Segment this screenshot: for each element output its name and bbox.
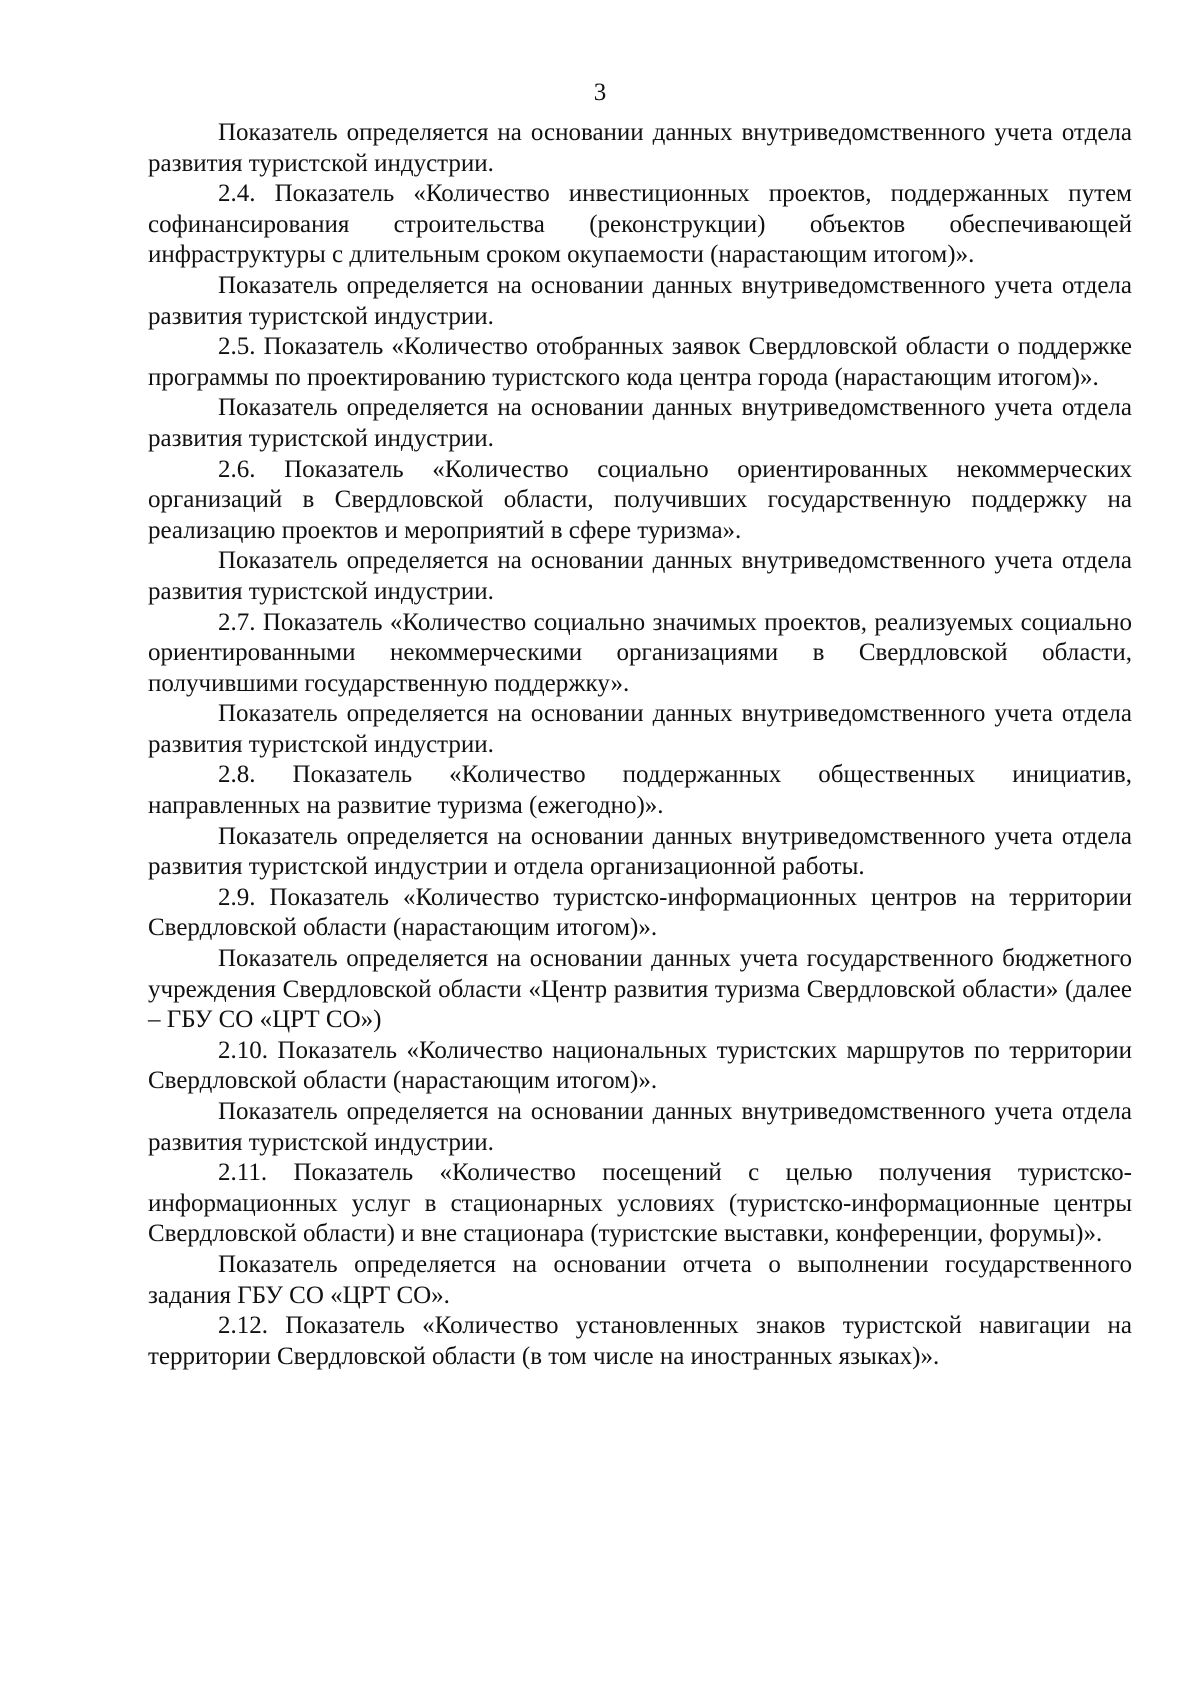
paragraph: Показатель определяется на основании данных внутриведомственного учета отдела развития туристской индустрии.: [148, 700, 1132, 758]
paragraph: 2.5. Показатель «Количество отобранных заявок Свердловской области о поддержке программы по проектированию туристского кода центра города (нарастающим итогом)».: [148, 333, 1132, 391]
paragraph: Показатель определяется на основании данных учета государственного бюджетного учреждения Свердловской области «Центр развития туризма Свердловской области» (далее – ГБУ СО «ЦРТ СО»): [148, 945, 1132, 1034]
paragraph: 2.8. Показатель «Количество поддержанных общественных инициатив, направленных на развитие туризма (ежегодно)».: [148, 761, 1132, 820]
page-number: 3: [593, 79, 607, 106]
paragraph: 2.9. Показатель «Количество туристско-информационных центров на территории Свердловской области (нарастающим итогом)».: [148, 883, 1132, 942]
paragraph: 2.12. Показатель «Количество установленных знаков туристской навигации на территории Свердловской области (в том числе на иностранных языках)».: [148, 1312, 1132, 1370]
paragraph: Показатель определяется на основании данных внутриведомственного учета отдела развития туристской индустрии.: [148, 271, 1132, 330]
paragraph: Показатель определяется на основании отчета о выполнении государственного задания ГБУ СО «ЦРТ СО».: [148, 1250, 1132, 1309]
paragraph: 2.4. Показатель «Количество инвестиционных проектов, поддержанных путем софинансирования строительства (реконструкции) объектов обеспечивающей инфраструктуры с длительным сроком окупаемости (нарастающим итогом)».: [148, 180, 1132, 269]
paragraph: Показатель определяется на основании данных внутриведомственного учета отдела развития туристской индустрии и отдела организационной работы.: [148, 822, 1132, 881]
paragraph: Показатель определяется на основании данных внутриведомственного учета отдела развития туристской индустрии.: [148, 394, 1132, 452]
document-body: [148, 118, 1132, 1372]
paragraph: Показатель определяется на основании данных внутриведомственного учета отдела развития туристской индустрии.: [148, 119, 1132, 177]
paragraph: 2.11. Показатель «Количество посещений с целью получения туристско-информационных услуг в стационарных условиях (туристско-информационные центры Свердловской области) и вне стационара (туристские выставки, конференции, форумы)».: [148, 1159, 1132, 1248]
paragraph: Показатель определяется на основании данных внутриведомственного учета отдела развития туристской индустрии.: [148, 1098, 1132, 1156]
paragraph: 2.10. Показатель «Количество национальных туристских маршрутов по территории Свердловской области (нарастающим итогом)».: [148, 1036, 1132, 1095]
paragraph: 2.6. Показатель «Количество социально ориентированных некоммерческих организаций в Свердловской области, получивших государственную поддержку на реализацию проектов и мероприятий в сфере туризма».: [148, 455, 1132, 544]
paragraph: Показатель определяется на основании данных внутриведомственного учета отдела развития туристской индустрии.: [148, 547, 1132, 605]
paragraph: 2.7. Показатель «Количество социально значимых проектов, реализуемых социально ориентированными некоммерческими организациями в Свердловской области, получившими государственную поддержку».: [148, 608, 1132, 697]
